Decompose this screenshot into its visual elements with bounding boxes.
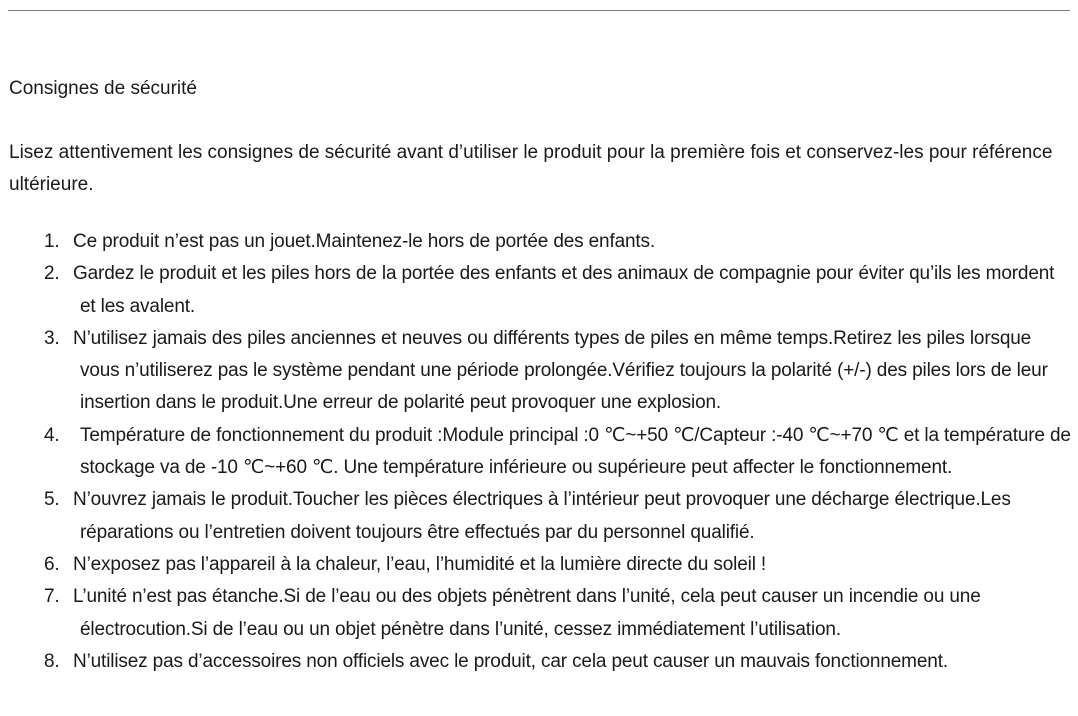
- page-title: Consignes de sécurité: [9, 78, 197, 99]
- rule-text: N’exposez pas l’appareil à la chaleur, l’eau, l’humidité et la lumière directe du soleil !: [73, 553, 767, 575]
- rule-number: 1.: [44, 231, 60, 252]
- rule-item: [0, 226, 1078, 258]
- top-divider: [8, 10, 1070, 11]
- safety-rules-list: [0, 226, 1078, 678]
- rule-item: [0, 646, 1078, 678]
- rule-item: [0, 258, 1078, 323]
- rule-text: L’unité n’est pas étanche.Si de l’eau ou des objets pénètrent dans l’unité, cela peut causer un incendie ou: [73, 586, 945, 608]
- rule-text-continued: une électrocution.Si de l’eau ou un objet pénètre dans l’unité, cessez immédiatement l’utilisation.: [80, 586, 981, 640]
- intro-paragraph: Lisez attentivement les consignes de sécurité avant d’utiliser le produit pour la première fois et conservez-les pour référence ultérieure.: [9, 142, 1053, 195]
- rule-number: 3.: [44, 327, 60, 349]
- rule-text: N’utilisez pas d’accessoires non officiels avec le produit, car cela peut causer un mauvais fonctionnement.: [73, 650, 948, 672]
- rule-number: 7.: [44, 586, 60, 608]
- rule-number: 2.: [44, 263, 60, 285]
- rule-item: [0, 581, 1078, 646]
- rule-text: Ce produit n’est pas un jouet.Maintenez-le hors de portée des enfants.: [73, 231, 656, 252]
- rule-text-continued: température de stockage va de -10 ℃~+60 ℃. Une température inférieure ou supérieure peut affecter le fonctionnement.: [80, 424, 1071, 479]
- rule-number: 4.: [44, 424, 60, 446]
- rule-text-continued: les mordent et les avalent.: [80, 263, 1055, 317]
- rule-text-continued: électrique.Les réparations ou l’entretien doivent toujours être effectués par du personnel qualifié.: [80, 489, 1011, 543]
- rule-item: [0, 484, 1078, 549]
- rule-item: [0, 420, 1078, 485]
- rule-number: 5.: [44, 489, 60, 511]
- rule-text: Température de fonctionnement du produit :Module principal :0 ℃~+50 ℃/Capteur :-40 ℃~+70 ℃ et la: [80, 424, 939, 446]
- rule-text-continued: lorsque vous n’utiliserez pas le système pendant une période prolongée.Vérifiez toujours la polarité (+/-) des piles lors de leur insertion dans le produit.Une erreur de polarité peut provoquer une explosion.: [80, 327, 1048, 414]
- rule-number: 8.: [44, 650, 60, 672]
- rule-item: [0, 323, 1078, 420]
- rule-number: 6.: [44, 553, 60, 575]
- rule-item: [0, 549, 1078, 581]
- rule-text: N’utilisez jamais des piles anciennes et neuves ou différents types de piles en même temps.Retirez les piles: [73, 327, 965, 349]
- rule-text: Gardez le produit et les piles hors de la portée des enfants et des animaux de compagnie pour éviter qu’ils: [73, 263, 952, 285]
- rule-text: N’ouvrez jamais le produit.Toucher les pièces électriques à l’intérieur peut provoquer une décharge: [73, 489, 890, 511]
